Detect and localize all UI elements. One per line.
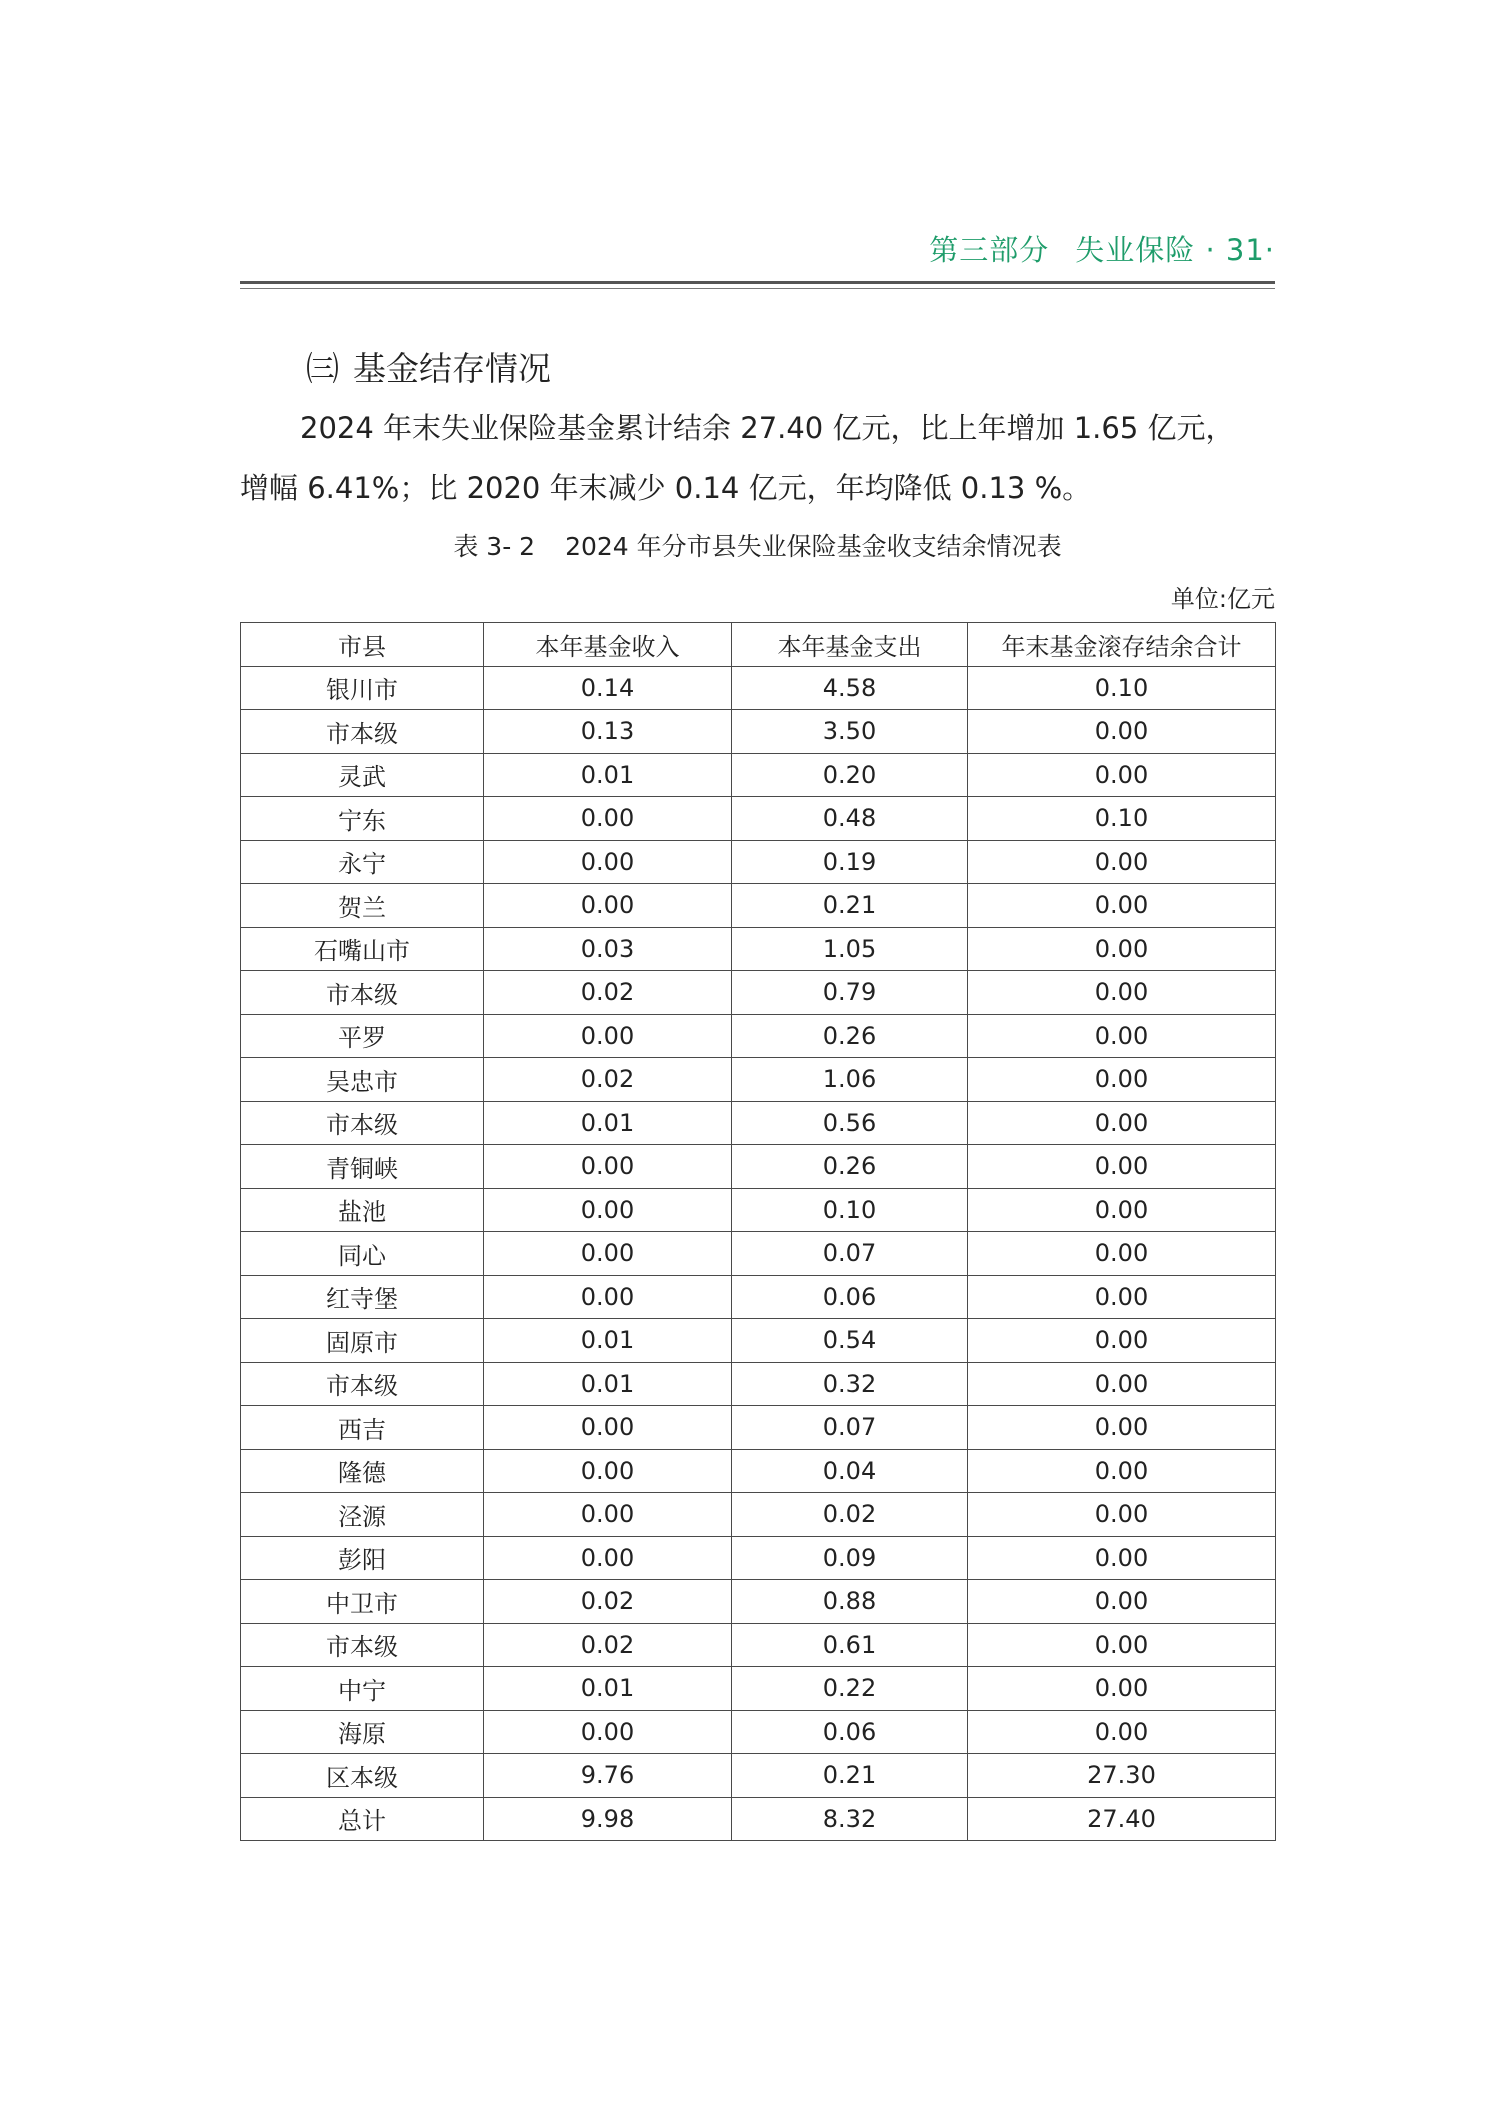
cell-expense: 0.04 bbox=[732, 1449, 968, 1493]
table-row bbox=[241, 1362, 1276, 1406]
cell-region: 同心 bbox=[241, 1232, 484, 1276]
cell-expense: 0.54 bbox=[732, 1319, 968, 1363]
cell-expense: 0.79 bbox=[732, 971, 968, 1015]
cell-region: 市本级 bbox=[241, 971, 484, 1015]
table-row bbox=[241, 753, 1276, 797]
cell-balance: 0.00 bbox=[968, 1014, 1276, 1058]
cell-balance: 0.00 bbox=[968, 927, 1276, 971]
cell-balance: 0.00 bbox=[968, 1580, 1276, 1624]
cell-balance: 0.00 bbox=[968, 1710, 1276, 1754]
cell-region: 市本级 bbox=[241, 1623, 484, 1667]
cell-region: 红寺堡 bbox=[241, 1275, 484, 1319]
cell-expense: 0.88 bbox=[732, 1580, 968, 1624]
cell-expense: 0.02 bbox=[732, 1493, 968, 1537]
cell-region: 海原 bbox=[241, 1710, 484, 1754]
cell-expense: 0.32 bbox=[732, 1362, 968, 1406]
cell-region: 中卫市 bbox=[241, 1580, 484, 1624]
cell-income: 0.01 bbox=[484, 1667, 732, 1711]
cell-expense: 0.48 bbox=[732, 797, 968, 841]
cell-expense: 0.61 bbox=[732, 1623, 968, 1667]
table-row bbox=[241, 1754, 1276, 1798]
column-header-income: 本年基金收入 bbox=[484, 623, 732, 667]
cell-balance: 0.00 bbox=[968, 1319, 1276, 1363]
table-row bbox=[241, 1101, 1276, 1145]
header-rule-thick bbox=[240, 281, 1275, 284]
cell-balance: 0.00 bbox=[968, 710, 1276, 754]
cell-income: 0.00 bbox=[484, 840, 732, 884]
cell-income: 9.76 bbox=[484, 1754, 732, 1798]
table-row bbox=[241, 840, 1276, 884]
table-row bbox=[241, 1058, 1276, 1102]
cell-income: 0.00 bbox=[484, 1406, 732, 1450]
paragraph-line-1: 2024 年末失业保险基金累计结余 27.40 亿元，比上年增加 1.65 亿元， bbox=[300, 411, 1235, 445]
table-caption-title: 2024 年分市县失业保险基金收支结余情况表 bbox=[565, 532, 1062, 561]
cell-income: 0.02 bbox=[484, 1058, 732, 1102]
table-header-row bbox=[241, 623, 1276, 667]
table-row bbox=[241, 1406, 1276, 1450]
cell-expense: 0.21 bbox=[732, 884, 968, 928]
cell-expense: 0.06 bbox=[732, 1275, 968, 1319]
cell-balance: 0.00 bbox=[968, 1188, 1276, 1232]
table-row bbox=[241, 797, 1276, 841]
cell-balance: 0.00 bbox=[968, 1232, 1276, 1276]
cell-region: 泾源 bbox=[241, 1493, 484, 1537]
cell-balance: 0.00 bbox=[968, 753, 1276, 797]
cell-region: 区本级 bbox=[241, 1754, 484, 1798]
table-row bbox=[241, 1797, 1276, 1841]
cell-expense: 1.06 bbox=[732, 1058, 968, 1102]
cell-expense: 0.09 bbox=[732, 1536, 968, 1580]
cell-income: 0.14 bbox=[484, 666, 732, 710]
cell-region: 隆德 bbox=[241, 1449, 484, 1493]
cell-income: 0.13 bbox=[484, 710, 732, 754]
cell-expense: 0.26 bbox=[732, 1145, 968, 1189]
column-header-expense: 本年基金支出 bbox=[732, 623, 968, 667]
table-row bbox=[241, 1275, 1276, 1319]
section-title-text: 基金结存情况 bbox=[353, 349, 551, 388]
table-row bbox=[241, 1014, 1276, 1058]
cell-income: 0.01 bbox=[484, 1101, 732, 1145]
cell-region: 总计 bbox=[241, 1797, 484, 1841]
cell-region: 永宁 bbox=[241, 840, 484, 884]
table-row bbox=[241, 884, 1276, 928]
cell-balance: 0.00 bbox=[968, 971, 1276, 1015]
cell-region: 市本级 bbox=[241, 1101, 484, 1145]
cell-balance: 0.00 bbox=[968, 1667, 1276, 1711]
cell-region: 贺兰 bbox=[241, 884, 484, 928]
cell-region: 青铜峡 bbox=[241, 1145, 484, 1189]
cell-income: 0.01 bbox=[484, 1319, 732, 1363]
table-row bbox=[241, 666, 1276, 710]
section-title: 失业保险 bbox=[1075, 233, 1196, 267]
cell-balance: 0.00 bbox=[968, 1536, 1276, 1580]
cell-region: 平罗 bbox=[241, 1014, 484, 1058]
table-row bbox=[241, 1536, 1276, 1580]
cell-region: 石嘴山市 bbox=[241, 927, 484, 971]
cell-balance: 0.00 bbox=[968, 884, 1276, 928]
cell-balance: 0.00 bbox=[968, 1145, 1276, 1189]
cell-income: 0.01 bbox=[484, 1362, 732, 1406]
cell-balance: 0.10 bbox=[968, 666, 1276, 710]
cell-expense: 1.05 bbox=[732, 927, 968, 971]
cell-region: 彭阳 bbox=[241, 1536, 484, 1580]
cell-income: 0.00 bbox=[484, 1188, 732, 1232]
cell-balance: 27.40 bbox=[968, 1797, 1276, 1841]
column-header-region: 市县 bbox=[241, 623, 484, 667]
cell-expense: 0.26 bbox=[732, 1014, 968, 1058]
cell-region: 市本级 bbox=[241, 1362, 484, 1406]
cell-region: 盐池 bbox=[241, 1188, 484, 1232]
table-row bbox=[241, 710, 1276, 754]
cell-expense: 0.20 bbox=[732, 753, 968, 797]
cell-expense: 0.06 bbox=[732, 1710, 968, 1754]
cell-expense: 0.19 bbox=[732, 840, 968, 884]
cell-income: 0.02 bbox=[484, 971, 732, 1015]
table-row bbox=[241, 1319, 1276, 1363]
cell-balance: 0.10 bbox=[968, 797, 1276, 841]
section-number: ㈢ bbox=[306, 349, 339, 388]
table-row bbox=[241, 1145, 1276, 1189]
cell-balance: 0.00 bbox=[968, 1101, 1276, 1145]
unit-note: 单位:亿元 bbox=[1170, 585, 1275, 613]
cell-balance: 0.00 bbox=[968, 1449, 1276, 1493]
cell-expense: 0.07 bbox=[732, 1232, 968, 1276]
header-rule-thin bbox=[240, 288, 1275, 289]
cell-balance: 0.00 bbox=[968, 840, 1276, 884]
cell-income: 0.02 bbox=[484, 1623, 732, 1667]
cell-region: 固原市 bbox=[241, 1319, 484, 1363]
cell-income: 0.00 bbox=[484, 1014, 732, 1058]
cell-income: 0.00 bbox=[484, 1145, 732, 1189]
page-number: · 31· bbox=[1205, 233, 1275, 267]
cell-income: 9.98 bbox=[484, 1797, 732, 1841]
table-row bbox=[241, 1493, 1276, 1537]
cell-income: 0.03 bbox=[484, 927, 732, 971]
table-row bbox=[241, 971, 1276, 1015]
fund-balance-table bbox=[240, 622, 1276, 1841]
section-heading bbox=[306, 343, 551, 390]
cell-income: 0.00 bbox=[484, 884, 732, 928]
cell-expense: 4.58 bbox=[732, 666, 968, 710]
cell-balance: 0.00 bbox=[968, 1275, 1276, 1319]
cell-balance: 0.00 bbox=[968, 1493, 1276, 1537]
cell-expense: 0.22 bbox=[732, 1667, 968, 1711]
cell-income: 0.00 bbox=[484, 1493, 732, 1537]
cell-region: 银川市 bbox=[241, 666, 484, 710]
cell-balance: 27.30 bbox=[968, 1754, 1276, 1798]
table-caption-number: 表 3- 2 bbox=[453, 532, 536, 561]
running-header bbox=[240, 228, 1275, 269]
table-row bbox=[241, 1667, 1276, 1711]
cell-expense: 8.32 bbox=[732, 1797, 968, 1841]
cell-region: 吴忠市 bbox=[241, 1058, 484, 1102]
table-row bbox=[241, 1580, 1276, 1624]
cell-expense: 3.50 bbox=[732, 710, 968, 754]
cell-income: 0.00 bbox=[484, 797, 732, 841]
table-row bbox=[241, 1449, 1276, 1493]
table-caption bbox=[240, 527, 1275, 563]
cell-balance: 0.00 bbox=[968, 1406, 1276, 1450]
table-row bbox=[241, 927, 1276, 971]
cell-expense: 0.21 bbox=[732, 1754, 968, 1798]
table-body bbox=[241, 666, 1276, 1841]
cell-income: 0.00 bbox=[484, 1275, 732, 1319]
cell-income: 0.01 bbox=[484, 753, 732, 797]
cell-region: 西吉 bbox=[241, 1406, 484, 1450]
table-row bbox=[241, 1623, 1276, 1667]
cell-income: 0.00 bbox=[484, 1536, 732, 1580]
column-header-balance: 年末基金滚存结余合计 bbox=[968, 623, 1276, 667]
cell-region: 市本级 bbox=[241, 710, 484, 754]
table-row bbox=[241, 1232, 1276, 1276]
cell-region: 中宁 bbox=[241, 1667, 484, 1711]
cell-expense: 0.07 bbox=[732, 1406, 968, 1450]
cell-income: 0.02 bbox=[484, 1580, 732, 1624]
cell-expense: 0.56 bbox=[732, 1101, 968, 1145]
paragraph-line-2: 增幅 6.41%；比 2020 年末减少 0.14 亿元，年均降低 0.13 %。 bbox=[240, 471, 1092, 505]
part-title: 第三部分 bbox=[929, 233, 1050, 267]
table-row bbox=[241, 1710, 1276, 1754]
cell-income: 0.00 bbox=[484, 1449, 732, 1493]
cell-balance: 0.00 bbox=[968, 1623, 1276, 1667]
cell-balance: 0.00 bbox=[968, 1362, 1276, 1406]
cell-expense: 0.10 bbox=[732, 1188, 968, 1232]
cell-region: 灵武 bbox=[241, 753, 484, 797]
cell-balance: 0.00 bbox=[968, 1058, 1276, 1102]
cell-region: 宁东 bbox=[241, 797, 484, 841]
cell-income: 0.00 bbox=[484, 1710, 732, 1754]
cell-income: 0.00 bbox=[484, 1232, 732, 1276]
table-row bbox=[241, 1188, 1276, 1232]
